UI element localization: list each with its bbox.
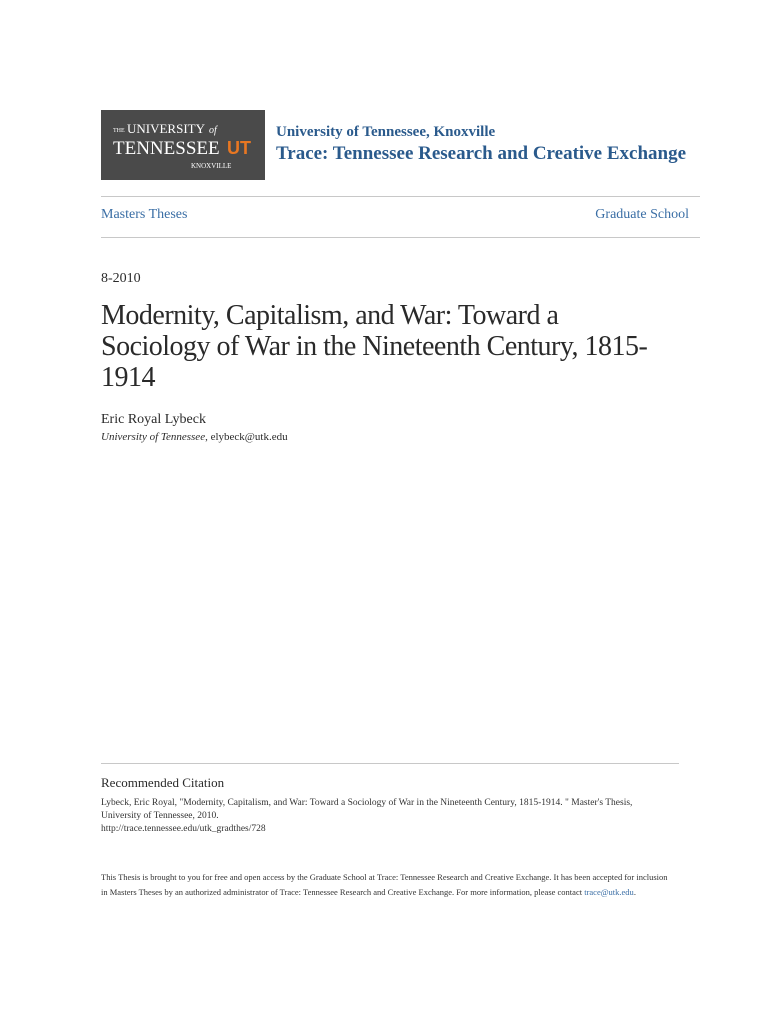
citation-divider [101, 763, 679, 764]
contact-email-link[interactable]: trace@utk.edu [584, 887, 634, 897]
affiliation-separator: , [205, 431, 211, 443]
author-email: elybeck@utk.edu [210, 431, 288, 443]
logo-the: THE [113, 128, 125, 134]
citation-text: Lybeck, Eric Royal, "Modernity, Capitalism, and War: Toward a Sociology of War in the Nineteenth Century, 1815-1914. " Master's Thesis, University of Tennessee, 2010. [101, 798, 633, 821]
access-statement-end: . [633, 887, 636, 897]
logo-knoxville: KNOXVILLE [191, 162, 232, 170]
citation-body [101, 797, 661, 836]
graduate-school-link[interactable]: Graduate School [595, 207, 689, 222]
nav-divider [101, 237, 700, 238]
author-name: Eric Royal Lybeck [101, 412, 206, 427]
institution-link[interactable]: University of Tennessee, Knoxville [276, 124, 496, 140]
repository-link[interactable]: Trace: Tennessee Research and Creative Exchange [276, 143, 687, 164]
masters-theses-link[interactable]: Masters Theses [101, 207, 188, 222]
logo-ut-mark: UT [227, 138, 251, 158]
citation-url: http://trace.tennessee.edu/utk_gradthes/728 [101, 824, 266, 834]
repository-header [276, 124, 696, 164]
author-affiliation [101, 431, 288, 443]
header-divider [101, 196, 700, 197]
citation-heading: Recommended Citation [101, 775, 225, 790]
logo-of: of [209, 125, 217, 136]
thesis-title: Modernity, Capitalism, and War: Toward a Sociology of War in the Nineteenth Century, 1815-1914 [101, 300, 648, 393]
logo-tennessee: TENNESSEE [113, 138, 220, 159]
university-logo [101, 110, 265, 180]
affiliation-institution: University of Tennessee [101, 431, 206, 443]
access-statement-text: This Thesis is brought to you for free and open access by the Graduate School at Trace: Tennessee Research and Creative Exchange. It has been accepted for inclusion in Masters Theses by an authorized administrator of Trace: Tennessee Research and Creative Exchange. For more information, please contact [101, 872, 668, 897]
logo-university: UNIVERSITY [127, 121, 205, 136]
access-statement [101, 870, 671, 900]
publication-date: 8-2010 [101, 271, 141, 286]
